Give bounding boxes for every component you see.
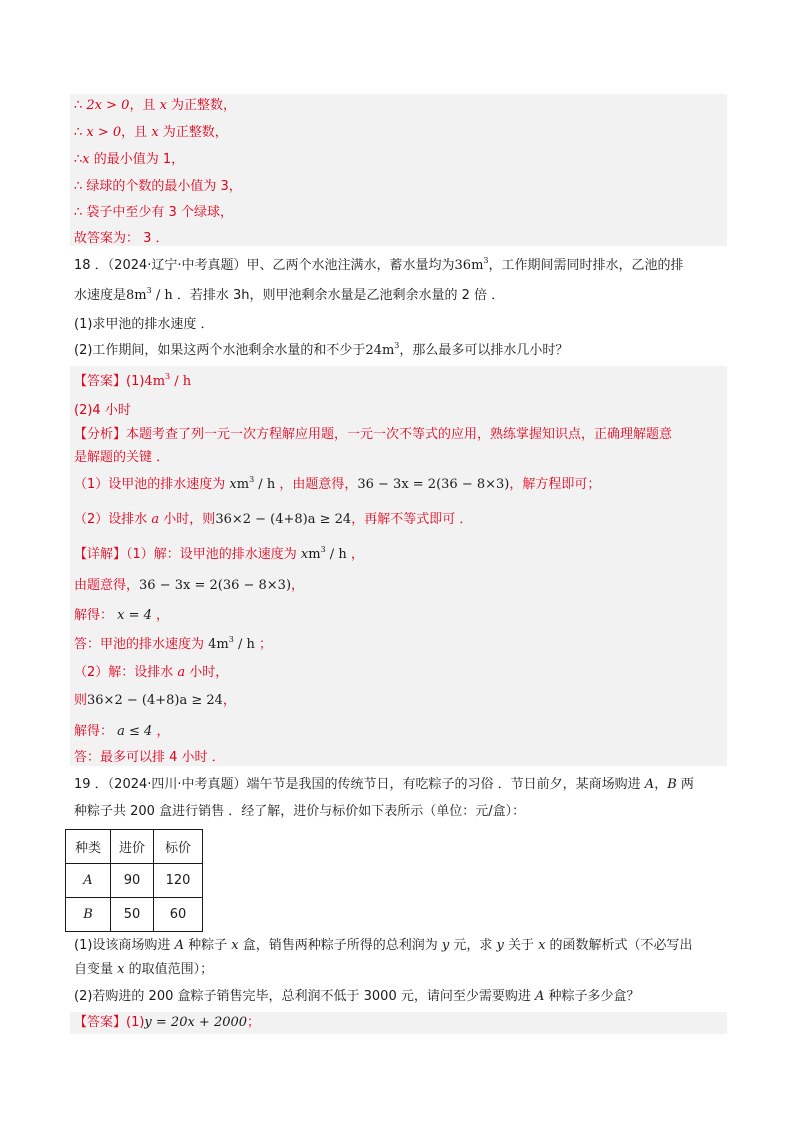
table-row [66, 898, 203, 932]
table-header-cell: 种类 [66, 830, 111, 864]
q18-part-1: (1)求甲池的排水速度 ． [74, 317, 214, 332]
prev-step-4: ∴ 绿球的个数的最小值为 3， [74, 179, 242, 194]
q19-stem-line-1: 19 ．（2024·四川·中考真题）端午节是我国的传统节日，有吃粽子的习俗 ．节日前夕，某商场购进 A，B 两 [74, 777, 694, 792]
q18-analysis-2: 是解题的关键 ． [74, 450, 170, 465]
q18-detail-2: 由题意得，36 − 3x = 2(36 − 8×3)， [74, 578, 305, 593]
table-cell: B [66, 898, 111, 932]
q18-detail-4: 答：甲池的排水速度为 $4m^3$ / h ； [74, 635, 273, 652]
q18-detail-7: 解得： a ≤ 4 ， [74, 724, 170, 739]
q18-hint-2: （2）设排水 a 小时，则36×2 − (4+8)a ≥ 24，再解不等式即可 ． [74, 512, 473, 527]
table-header-cell: 进价 [111, 830, 154, 864]
prev-step-3: ∴x 的最小值为 1， [74, 152, 185, 167]
q18-hint-1: （1）设甲池的排水速度为 $xm^3$ / h ，由题意得，36 − 3x = 2(36 − 8×3)，解方程即可； [74, 475, 601, 492]
q19-part-2: (2)若购进的 200 盒粽子销售完毕，总利润不低于 3000 元，请问至少需要购进 A 种粽子多少盒？ [74, 989, 640, 1004]
solution-shade-prev [70, 94, 727, 246]
table-cell: 120 [154, 864, 203, 898]
q18-part-2: (2)工作期间，如果这两个水池剩余水量的和不少于$24m^3$，那么最多可以排水几小时？ [74, 341, 569, 358]
table-cell: A [66, 864, 111, 898]
q19-part-1-line-2: 自变量 x 的取值范围）； [74, 962, 214, 977]
q19-stem-line-2: 种粽子共 200 盒进行销售 ．经了解，进价与标价如下表所示（单位：元/盒）： [74, 804, 526, 819]
q18-stem-line-2: 水速度是$8m^3$ / h ．若排水 3h，则甲池剩余水量是乙池剩余水量的 2 倍 ． [74, 286, 505, 303]
prev-step-1: ∴ 2x > 0，且 x 为正整数， [74, 98, 237, 113]
prev-step-2: ∴ x > 0，且 x 为正整数， [74, 125, 228, 140]
q18-detail-3: 解得： x = 4 ， [74, 608, 170, 623]
q18-answer-1: 【答案】$(1)4m^3$ / h [74, 372, 192, 389]
q18-detail-6: 则36×2 − (4+8)a ≥ 24， [74, 693, 236, 708]
q18-analysis-1: 【分析】本题考查了列一元一次方程解应用题，一元一次不等式的应用，熟练掌握知识点，正确理解题意 [74, 427, 673, 442]
table-header-cell: 标价 [154, 830, 203, 864]
q19-answer: 【答案】(1)y = 20x + 2000； [74, 1015, 261, 1030]
table-cell: 60 [154, 898, 203, 932]
prev-step-5: ∴ 袋子中至少有 3 个绿球， [74, 205, 233, 220]
table-row [66, 864, 203, 898]
q18-stem-line-1: 18 ．（2024·辽宁·中考真题）甲、乙两个水池注满水，蓄水量均为$36m^3$，工作期间需同时排水，乙池的排 [74, 256, 684, 273]
table-cell: 50 [111, 898, 154, 932]
q18-answer-2: (2)4 小时 [74, 403, 131, 418]
q19-part-1-line-1: (1)设该商场购进 A 种粽子 x 盒，销售两种粽子所得的总利润为 y 元，求 y 关于 x 的函数解析式（不必写出 [74, 938, 693, 953]
q18-detail-5: （2）解：设排水 a 小时， [74, 665, 229, 680]
price-table [65, 829, 203, 932]
table-cell: 90 [111, 864, 154, 898]
table-header-row [66, 830, 203, 864]
q18-detail-1: 【详解】（1）解：设甲池的排水速度为 $xm^3$ / h ， [74, 545, 364, 562]
q18-final-answer: 答：最多可以排 4 小时 ． [74, 750, 225, 765]
prev-final-answer: 故答案为： 3 ． [74, 231, 169, 246]
